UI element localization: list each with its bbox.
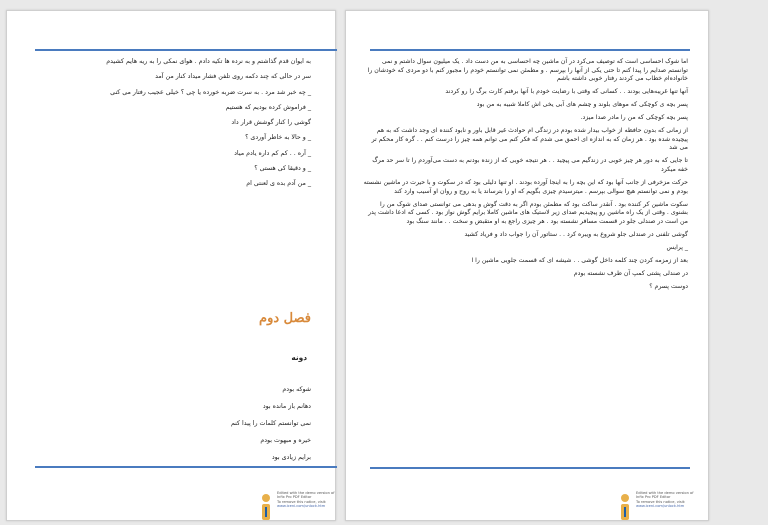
right-page — [345, 10, 709, 521]
editor-watermark — [259, 489, 337, 525]
paragraph: _ و دقیقا کی هستی ؟ — [254, 165, 311, 173]
paragraph: سکوت ماشین کر کننده بود . آنقدر ساکت بود که مطمئن بودم اگر به دقت گوش و بدهی می توانستی صدای شوک من را بشنوی . وقتی از یک راه ماشین رو پیچیدیم صدای زیر لاستیک های ماشین کاملا برایم گوش نواز بود . کسی که ادعا داشت پدر من است در صندلی جلو در قسمت مسافر نشسته بود . هر چیزی راجع به او متقبض و سخت . . مانند سنگ بود — [368, 200, 688, 225]
paragraph: آنها تنها غریبه‌هایی بودند . . کسانی که وقتی با رضایت خودم با آنها برفتم کارت برگ را رو کردند — [445, 88, 688, 96]
chapter-heading: فصل دوم — [259, 311, 311, 326]
paragraph: بعد از زمزمه کردن چند کلمه داخل گوشی . . شیشه ای که قسمت جلویی ماشین را ا — [471, 256, 688, 264]
paragraph: _ فراموش کرده بودیم که هستیم — [225, 103, 311, 111]
infix-logo-icon — [259, 493, 273, 521]
paragraph: تا جایی که به دور هر چیز خوبی در زندگیم می پیچید . . هر نتیجه خوبی که از زنده بودنم به دست می‌آوردم را تا سر حد مرگ خفه میکرد — [372, 157, 688, 173]
paragraph: گوشی را کنار گوشش قرار داد — [231, 119, 311, 127]
list-line: دهانم باز مانده بود — [262, 403, 311, 410]
list-line: نمی توانستم کلمات را پیدا کنم — [230, 420, 311, 427]
paragraph: در صندلی پشتی کمپ آن طرف نشسته بودم — [573, 270, 688, 278]
paragraph: پسر بچه کوچکی که من را مادر صدا میزد. — [580, 114, 688, 122]
list-line: خیره و مبهوت بودم — [260, 437, 311, 444]
right-page-body — [362, 58, 688, 296]
paragraph: گوشی تلفنی در صندلی جلو شروع به ویبره کرد . . ستاتور آن را جواب داد و فریاد کشید — [464, 230, 688, 238]
paragraph: حرکت مزخرفی از جانب آنها بود که این بچه را به اینجا آورده بودند . او تنها دلیلی بود که در سکوت و با حیرت در ماشین نشسته بودم و نمی توانستم هیچ سوالی بپرسم . میترسیدم چیزی بگویم که او را بترساند یا به روح و روان او آسیب وارد کند — [363, 179, 688, 195]
editor-watermark — [618, 489, 696, 525]
paragraph: _ و حالا به خاطر آوردی ؟ — [245, 134, 311, 142]
paragraph: _ چه خبر شد مرد . به سرت ضربه خورده یا چی ؟ خیلی عجیب رفتار می کنی — [110, 88, 311, 96]
watermark-link[interactable]: www.iceni.com/unlock.htm — [277, 503, 326, 508]
section-heading: دونه — [291, 353, 307, 362]
paragraph: _ آره . . کم کم داره یادم میاد — [234, 149, 311, 157]
list-line: شوکه بودم — [282, 386, 311, 393]
list-line: برایم زیادی بود — [271, 454, 311, 461]
paragraph: به ایوان قدم گذاشتم و به نرده ها تکیه دادم . هوای نمکی را به ریه هایم کشیدم — [106, 58, 311, 65]
watermark-text: Edited with the demo version of Infix Pro PDF Editor To remove this notice, visit: www.iceni.com/unlock.htm — [636, 491, 696, 508]
footer-rule — [35, 466, 337, 468]
header-rule — [370, 49, 690, 51]
paragraph: دوست پسرم ؟ — [649, 283, 688, 291]
header-rule — [35, 49, 337, 51]
left-page-body — [15, 57, 311, 195]
left-page — [6, 10, 336, 521]
paragraph: اما شوک احساسی است که توصیف می‌کرد در آن ماشین چه احساسی به من دست داد . یک میلیون سوال داشتم و نمی توانستم صدایم را پیدا کنم تا حتی یکی از آنها را بپرسم . و مطمئن نمی توانستم خودم را مجبور کنم با دو مردی که خودشان را خانواده‌ام خطاب می کردند رفتار خوبی داشته باشم — [367, 58, 688, 82]
paragraph: سر در حالی که چند دکمه روی تلفن فشار میداد کنار من آمد — [155, 73, 311, 81]
paragraph: از زمانی که بدون حافظه از خواب بیدار شده بودم در زندگی ام حوادث غیر قابل باور و نابود کننده ای وجد داشت که به هم پیچیده شده بود . هر زمان که به اندازه ای احمق می شدم که فکر کنم می توانم همه چیز را درست کنم . . گره کار محکم تر می شد — [371, 127, 688, 152]
footer-rule — [370, 467, 690, 469]
infix-logo-icon — [618, 493, 632, 521]
paragraph: _ پرایس — [666, 243, 688, 251]
paragraph: _ من آدم بده ی لعنتی ام — [246, 180, 311, 188]
watermark-text: Edited with the demo version of Infix Pro PDF Editor To remove this notice, visit: www.iceni.com/unlock.htm — [277, 491, 337, 508]
watermark-link[interactable]: www.iceni.com/unlock.htm — [636, 503, 685, 508]
paragraph: پسر بچه ی کوچکی که موهای بلوند و چشم های آبی یخی اش کاملا شبیه به من بود — [476, 101, 688, 109]
chapter-body — [111, 381, 311, 466]
